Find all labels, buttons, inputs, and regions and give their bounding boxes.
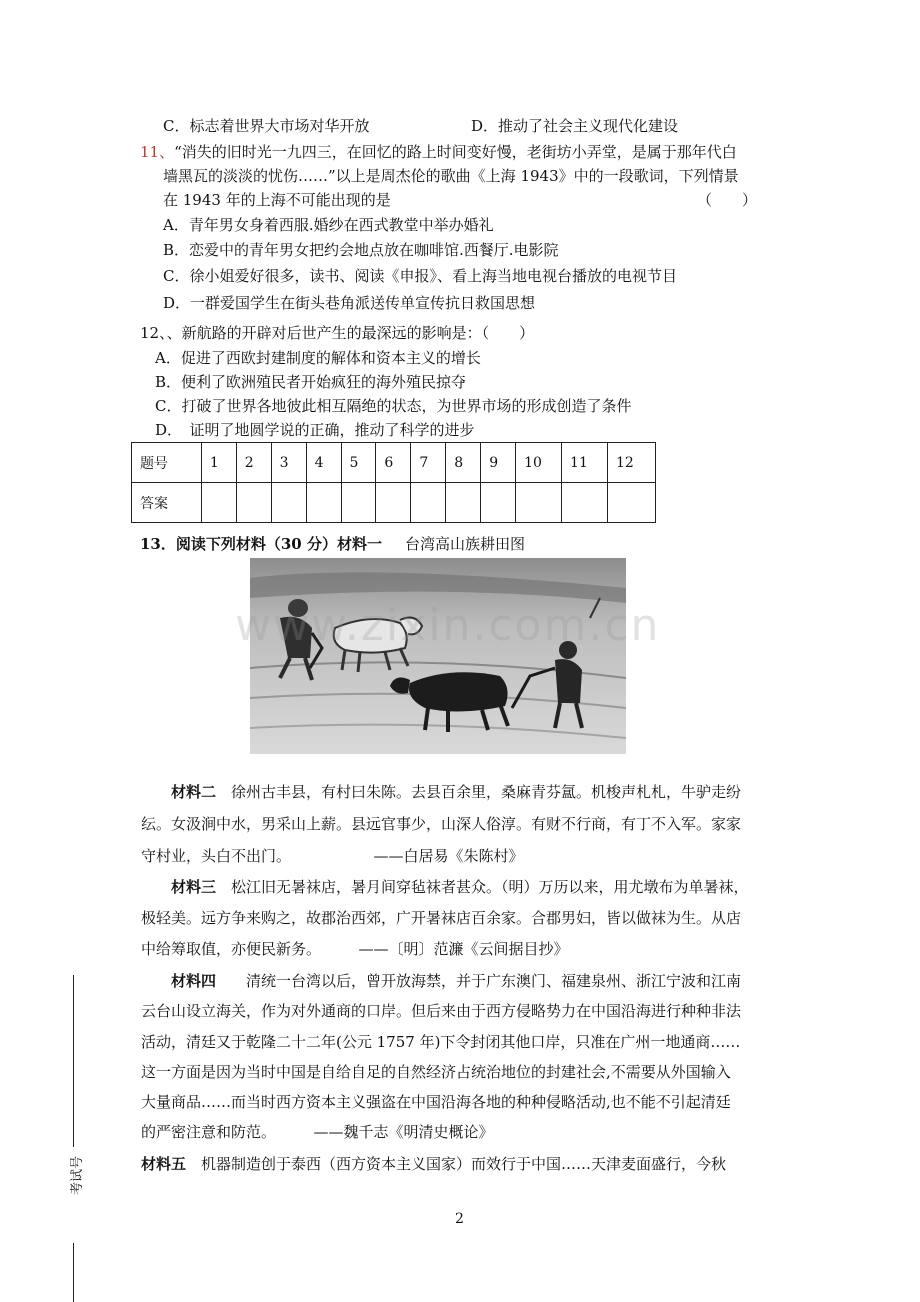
answer-cell[interactable] — [341, 483, 376, 523]
table-cell-number: 12 — [607, 443, 655, 483]
table-cell-number: 3 — [271, 443, 306, 483]
material4-text-line2: 云台山设立海关，作为对外通商的口岸。但后来由于西方侵略势力在中国沿海进行种种非法 — [141, 1002, 742, 1020]
material4-text-line5: 大量商品……而当时西方资本主义强盗在中国沿海各地的种种侵略活动,也不能不引起清廷 — [141, 1093, 731, 1111]
q11-option-d: D．一群爱国学生在街头巷角派送传单宣传抗日救国思想 — [163, 294, 536, 312]
answer-cell[interactable] — [516, 483, 562, 523]
q11-option-a: A．青年男女身着西服.婚纱在西式教堂中举办婚礼 — [163, 216, 494, 234]
material2-text-line1: 徐州古丰县，有村曰朱陈。去县百余里，桑麻青芬氲。机梭声札札，牛驴走纷 — [231, 783, 742, 801]
material4-text-line3: 活动，清廷又于乾隆二十二年(公元 1757 年)下令封闭其他口岸，只准在广州一地通商…… — [141, 1033, 741, 1051]
material4-label: 材料四 — [171, 972, 217, 990]
farming-illustration — [250, 558, 626, 754]
answer-cell[interactable] — [306, 483, 341, 523]
binding-margin-line-upper — [73, 975, 74, 1147]
material4-text-line1: 清统一台湾以后，曾开放海禁，并于广东澳门、福建泉州、浙江宁波和江南 — [246, 972, 742, 990]
answer-cell[interactable] — [376, 483, 411, 523]
q12-option-c: C．打破了世界各地彼此相互隔绝的状态，为世界市场的形成创造了条件 — [155, 397, 632, 415]
q11-number: 11、 — [140, 143, 175, 161]
figure-caption: 台湾高山族耕田图 — [405, 535, 526, 553]
material3-line1 — [171, 876, 749, 898]
table-cell-number: 11 — [562, 443, 608, 483]
table-cell-number: 10 — [516, 443, 562, 483]
material2-label: 材料二 — [171, 783, 217, 801]
material3-text-line3: 中给筹取值，亦便民新务。 ——〔明〕范濂《云间据目抄》 — [141, 940, 569, 958]
table-header-label: 题号 — [132, 443, 202, 483]
answer-cell[interactable] — [236, 483, 271, 523]
material3-text-line1: 松江旧无暑袜店，暑月间穿毡袜者甚众。（明）万历以来，用尤墩布为单暑袜， — [231, 878, 749, 896]
table-cell-number: 4 — [306, 443, 341, 483]
table-cell-number: 5 — [341, 443, 376, 483]
material2-text-line3: 守村业，头白不出门。 ——白居易《朱陈村》 — [141, 847, 524, 865]
farming-illustration-drawing — [250, 558, 626, 754]
material3-text-line2: 极轻美。远方争来购之，故郡治西郊，广开暑袜店百余家。合郡男妇，皆以做袜为生。从店 — [141, 909, 742, 927]
answer-cell[interactable] — [446, 483, 481, 523]
table-row-numbers — [132, 443, 656, 483]
watermark: www.zixin.com.cn — [235, 600, 661, 651]
material5-line1 — [141, 1153, 726, 1175]
material5-label: 材料五 — [141, 1155, 187, 1173]
table-cell-number: 6 — [376, 443, 411, 483]
q11-option-c: C．徐小姐爱好很多，读书、阅读《申报》、看上海当地电视台播放的电视节目 — [163, 267, 677, 285]
material4-line1 — [171, 970, 741, 992]
material2-line1 — [171, 781, 741, 803]
answer-cell[interactable] — [607, 483, 655, 523]
table-cell-number: 2 — [236, 443, 271, 483]
page-number: 2 — [455, 1211, 464, 1227]
q11-option-b: B．恋爱中的青年男女把约会地点放在咖啡馆.西餐厅.电影院 — [163, 241, 559, 259]
table-cell-number: 1 — [201, 443, 236, 483]
material4-text-line6: 的严密注意和防范。 ——魏千志《明清史概论》 — [141, 1123, 494, 1141]
material4-text-line4: 这一方面是因为当时中国是自给自足的自然经济占统治地位的封建社会,不需要从外国输入 — [141, 1063, 731, 1081]
binding-margin-line-lower — [73, 1243, 74, 1302]
table-answer-label: 答案 — [132, 483, 202, 523]
answer-cell[interactable] — [411, 483, 446, 523]
q12-stem: 12、、新航路的开辟对后世产生的最深远的影响是：（ ） — [140, 324, 535, 342]
answer-cell[interactable] — [481, 483, 516, 523]
table-cell-number: 9 — [481, 443, 516, 483]
material5-text-line1: 机器制造创于泰西（西方资本主义国家）而效行于中国……天津麦面盛行，今秋 — [201, 1155, 727, 1173]
q11-stem-line2: 墙黑瓦的淡淡的忧伤……”以上是周杰伦的歌曲《上海 1943》中的一段歌词，下列情景 — [163, 167, 739, 185]
q11-answer-blank: （ ） — [697, 191, 758, 209]
answer-cell[interactable] — [201, 483, 236, 523]
answer-table — [131, 442, 656, 523]
q12-option-d: D． 证明了地圆学说的正确，推动了科学的进步 — [155, 421, 475, 439]
material2-text-line2: 纭。女汲涧中水，男采山上薪。县远官事少，山深人俗淳。有财不行商，有丁不入军。家家 — [141, 815, 742, 833]
table-cell-number: 8 — [446, 443, 481, 483]
answer-cell[interactable] — [562, 483, 608, 523]
q11-stem-line1: “消失的旧时光一九四三，在回忆的路上时间变好慢，老街坊小弄堂，是属于那年代白 — [174, 143, 737, 161]
table-row-answers — [132, 483, 656, 523]
q12-option-b: B．便利了欧洲殖民者开始疯狂的海外殖民掠夺 — [155, 373, 467, 391]
q13-heading: 13．阅读下列材料（30 分）材料一 — [140, 535, 382, 553]
material3-label: 材料三 — [171, 878, 217, 896]
table-cell-number: 7 — [411, 443, 446, 483]
answer-cell[interactable] — [271, 483, 306, 523]
q10-option-c: C．标志着世界大市场对华开放 — [163, 117, 370, 135]
q12-option-a: A．促进了西欧封建制度的解体和资本主义的增长 — [155, 349, 481, 367]
exam-number-label: 考试号 — [70, 1155, 86, 1196]
q11-stem-line3: 在 1943 年的上海不可能出现的是 — [163, 191, 391, 209]
q11-line1 — [140, 142, 737, 162]
q10-option-d: D．推动了社会主义现代化建设 — [471, 117, 679, 135]
